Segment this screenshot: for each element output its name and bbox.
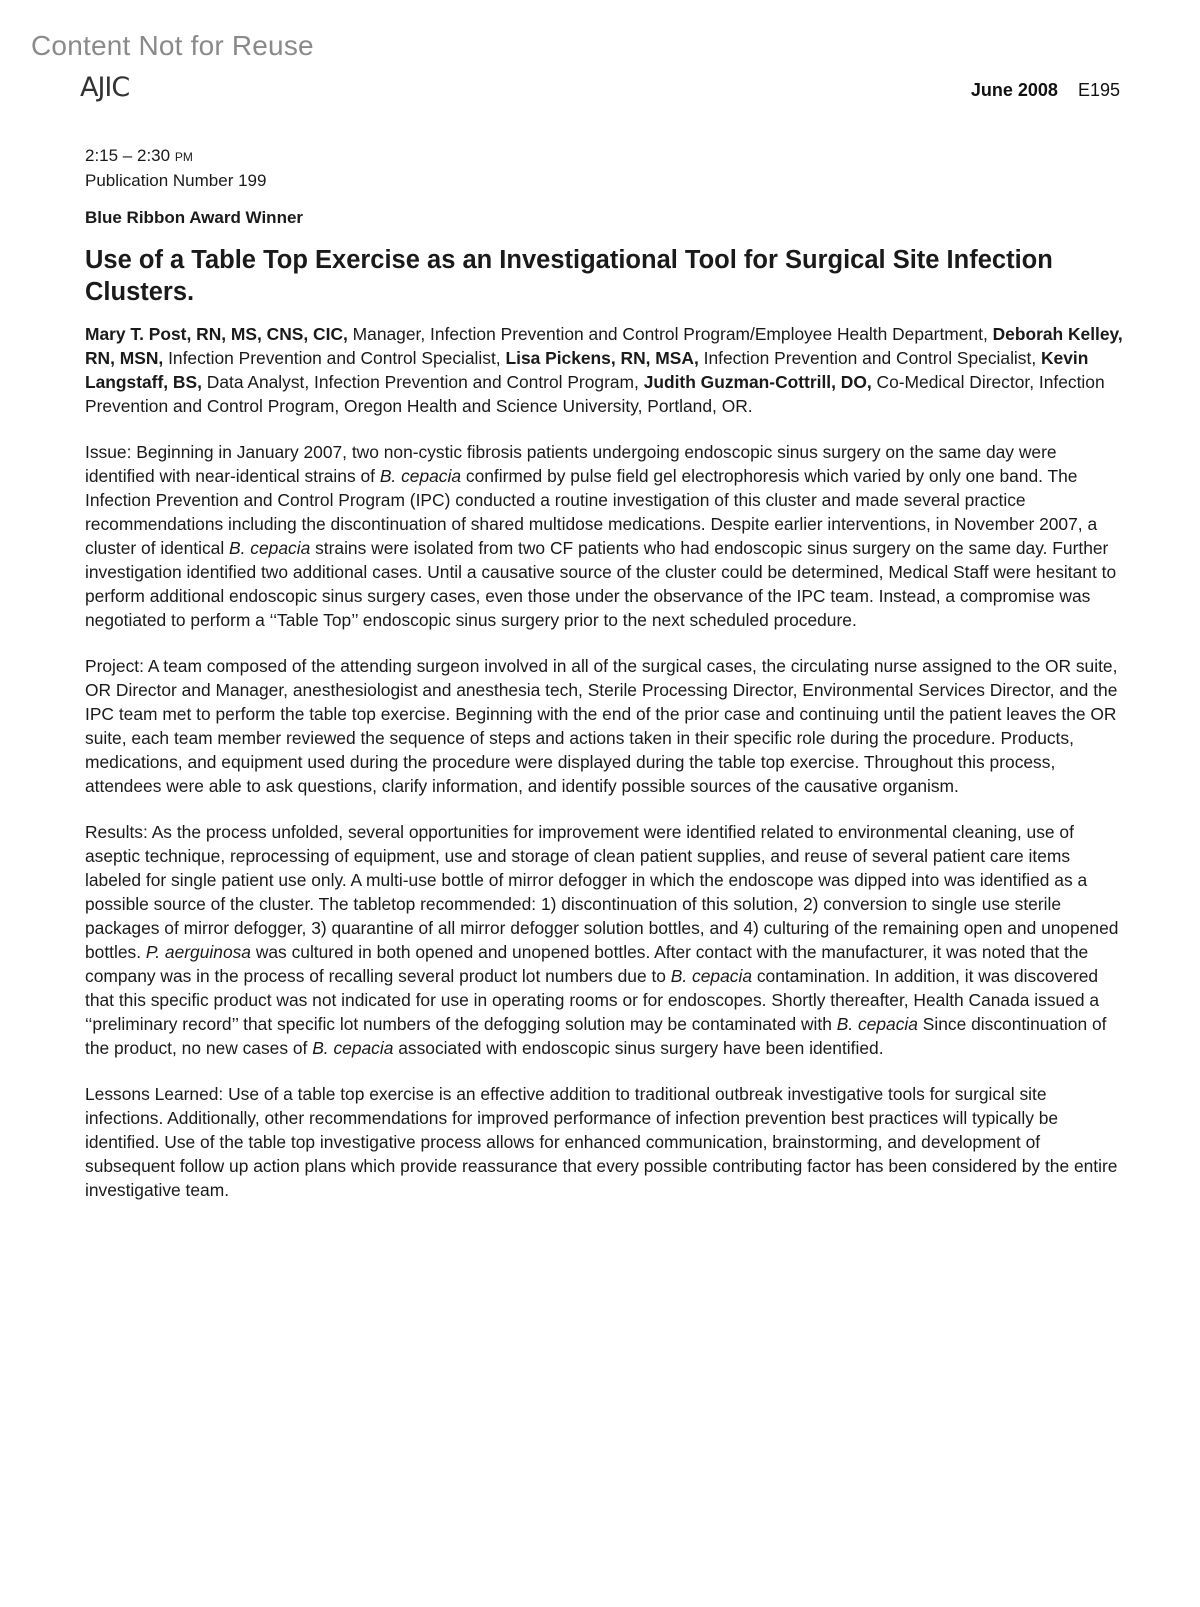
author-affiliation: Co-Medical Director, Infection Prevention and Control Program, Oregon Health and Science University, Portland, OR. (85, 372, 1105, 416)
session-time-range: 2:15 – 2:30 (85, 146, 171, 165)
journal-logo: AJIC (80, 72, 130, 103)
abstract-body (85, 144, 1125, 1202)
issue-date: June 2008 (970, 80, 1058, 100)
abstract-title: Use of a Table Top Exercise as an Investigational Tool for Surgical Site Infection Clusters. (85, 246, 1053, 306)
results-text: Since discontinuation of the product, no new cases of (85, 1014, 1107, 1058)
results-section (85, 820, 1125, 1060)
issue-section (85, 440, 1125, 632)
results-text: Results: As the process unfolded, several opportunities for improvement were identified related to environmental cleaning, use of aseptic technique, reprocessing of equipment, use and storage of clean patient supplies, and reuse of several patient care items labeled for single patient use only. A multi-use bottle of mirror defogger in which the endoscope was dipped into was identified as a possible source of the cluster. The tabletop recommended: 1) discontinuation of this solution, 2) conversion to single use sterile packages of mirror defogger, 3) quarantine of all mirror defogger solution bottles, and 4) culturing of the remaining open and unopened bottles. (85, 822, 1119, 962)
author-affiliation: Manager, Infection Prevention and Control Program/Employee Health Department, (347, 324, 993, 344)
issue-text: Issue: Beginning in January 2007, two non-cystic fibrosis patients undergoing endoscopic sinus surgery on the same day were identified with near-identical strains of (85, 442, 1057, 486)
lessons-learned-section: Lessons Learned: Use of a table top exercise is an effective addition to traditional outbreak investigative tools for surgical site infections. Additionally, other recommendations for improved performance of infection prevention best practices will typically be identified. Use of the table top investigative process allows for enhanced communication, brainstorming, and development of subsequent follow up action plans which provide reassurance that every possible contributing factor has been considered by the entire investigative team. (85, 1084, 1118, 1200)
author-list (85, 322, 1125, 418)
organism-name: B. cepacia (312, 1038, 394, 1058)
organism-name: P. aerguinosa (145, 942, 251, 962)
results-text: was cultured in both opened and unopened bottles. After contact with the manufacturer, it was noted that the company was in the process of recalling several product lot numbers due to (85, 942, 1089, 986)
results-text: contamination. In addition, it was discovered that this specific product was not indicated for use in operating rooms or for endoscopes. Shortly thereafter, Health Canada issued a ‘‘preliminary record’’ that specific lot numbers of the defogging solution may be contaminated with (85, 966, 1100, 1034)
author-affiliation: Infection Prevention and Control Specialist, (698, 348, 1041, 368)
organism-name: B. cepacia (379, 466, 462, 486)
issue-text: confirmed by pulse field gel electrophoresis which varied by only one band. The Infection Prevention and Control Program (IPC) conducted a routine investigation of this cluster and made several practice recommendations including the discontinuation of shared multidose medications. Despite earlier interventions, in November 2007, a cluster of identical (85, 466, 1098, 558)
session-time-suffix: PM (174, 150, 193, 164)
results-text: associated with endoscopic sinus surgery have been identified. (393, 1038, 884, 1058)
organism-name: B. cepacia (836, 1014, 918, 1034)
page-header (971, 80, 1120, 101)
author-affiliation: Infection Prevention and Control Specialist, (163, 348, 506, 368)
issue-text: strains were isolated from two CF patients who had endoscopic sinus surgery on the same day. Further investigation identified two additional cases. Until a causative source of the cluster could be determined, Medical Staff were hesitant to perform additional endoscopic sinus surgery cases, even those under the observance of the IPC team. Instead, a compromise was negotiated to perform a ‘‘Table Top’’ endoscopic sinus surgery prior to the next scheduled procedure. (85, 538, 1117, 630)
organism-name: B. cepacia (229, 538, 311, 558)
organism-name: B. cepacia (670, 966, 753, 986)
author-name: Judith Guzman-Cottrill, DO, (643, 372, 872, 392)
author-affiliation: Data Analyst, Infection Prevention and Control Program, (201, 372, 644, 392)
author-name: Kevin Langstaff, BS, (85, 348, 1089, 392)
session-time (85, 144, 1125, 169)
page-number: E195 (1077, 80, 1120, 100)
watermark-text: Content Not for Reuse (31, 30, 314, 61)
award-label: Blue Ribbon Award Winner (85, 208, 304, 227)
author-name: Mary T. Post, RN, MS, CNS, CIC, (85, 324, 348, 344)
author-name: Lisa Pickens, RN, MSA, (505, 348, 699, 368)
project-section: Project: A team composed of the attending surgeon involved in all of the surgical cases, the circulating nurse assigned to the OR suite, OR Director and Manager, anesthesiologist and anesthesia tech, Sterile Processing Director, Environmental Services Director, and the IPC team met to perform the table top exercise. Beginning with the end of the prior case and continuing until the patient leaves the OR suite, each team member reviewed the sequence of steps and actions taken in their specific role during the procedure. Products, medications, and equipment used during the procedure were displayed during the table top exercise. Throughout this process, attendees were able to ask questions, clarify information, and identify possible sources of the causative organism. (85, 656, 1118, 796)
publication-number: Publication Number 199 (85, 171, 267, 190)
author-name: Deborah Kelley, RN, MSN, (85, 324, 1123, 368)
